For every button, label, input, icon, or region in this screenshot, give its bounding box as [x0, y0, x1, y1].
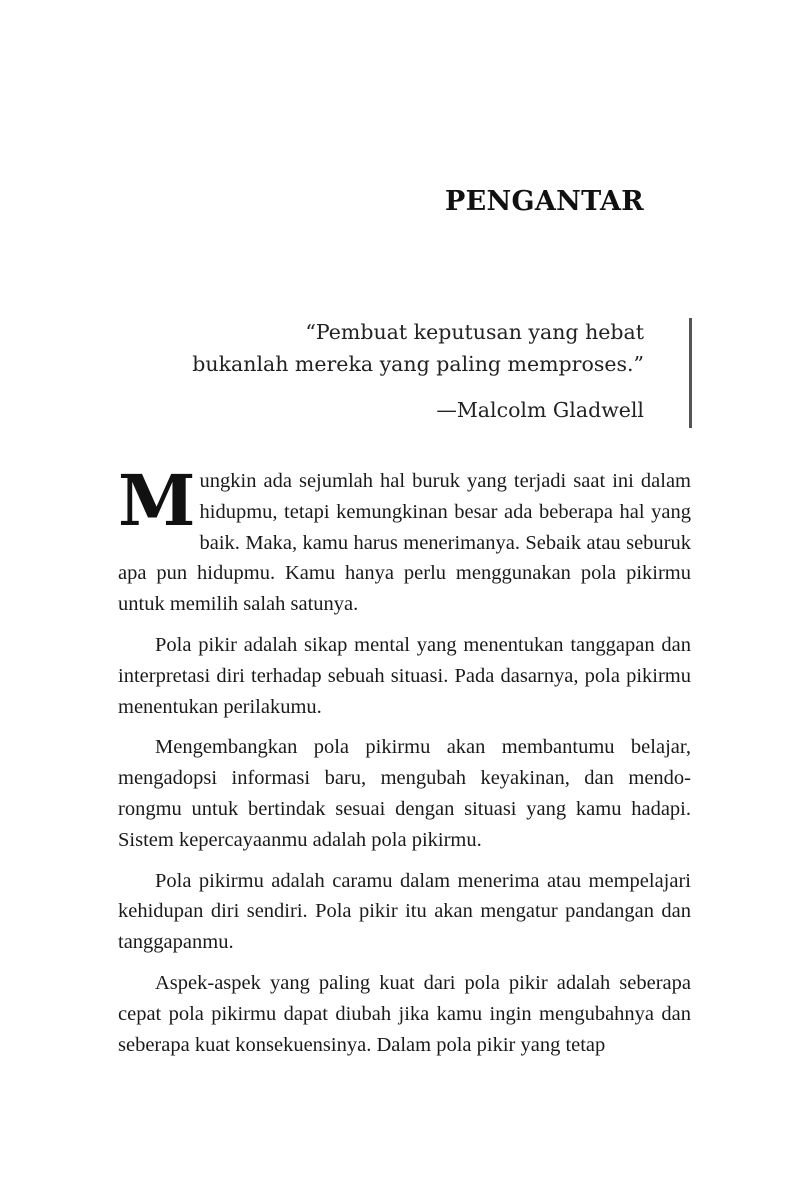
paragraph-3: Mengembangkan pola pikirmu akan membantumu belajar, mengadopsi informasi baru, mengubah keyakinan, dan mendorongmu untuk bertindak sesuai dengan situasi yang kamu hadapi. Sistem kepercayaanmu adalah pola pikirmu. — [118, 736, 691, 851]
drop-cap: M — [118, 459, 196, 542]
epigraph — [164, 316, 644, 426]
paragraph-1 — [118, 459, 691, 620]
epigraph-line-1: “Pembuat keputusan yang hebat — [305, 320, 644, 344]
body-text — [118, 459, 691, 1070]
paragraph-1-text: ungkin ada sejumlah hal buruk yang terjadi saat ini dalam hidupmu, tetapi kemungkinan besar ada beberapa hal yang baik. Maka, kamu harus menerimanya. Sebaik atau seburuk apa pun hidupmu. Kamu hanya perlu menggunakan pola pikirmu untuk memilih salah satunya. — [118, 470, 691, 616]
page-title: PENGANTAR — [445, 186, 644, 217]
epigraph-author: —Malcolm Gladwell — [436, 398, 644, 422]
paragraph-4: Pola pikirmu adalah caramu dalam menerima atau mempelajari kehidupan diri sendiri. Pola pikir itu akan mengatur pandangan dan tanggapanmu. — [118, 869, 691, 954]
paragraph-5: Aspek-aspek yang paling kuat dari pola pikir adalah seberapa cepat pola pikirmu dapat diubah jika kamu ingin mengubahnya dan seberapa kuat konsekuensinya. Dalam pola pikir yang tetap — [118, 971, 691, 1056]
epigraph-vertical-rule — [689, 318, 692, 428]
paragraph-2: Pola pikir adalah sikap mental yang menentukan tanggapan dan interpretasi diri terhadap sebuah situasi. Pada dasarnya, pola pikirmu menentukan perilakumu. — [118, 633, 691, 718]
epigraph-line-2: bukanlah mereka yang paling memproses.” — [192, 352, 644, 376]
